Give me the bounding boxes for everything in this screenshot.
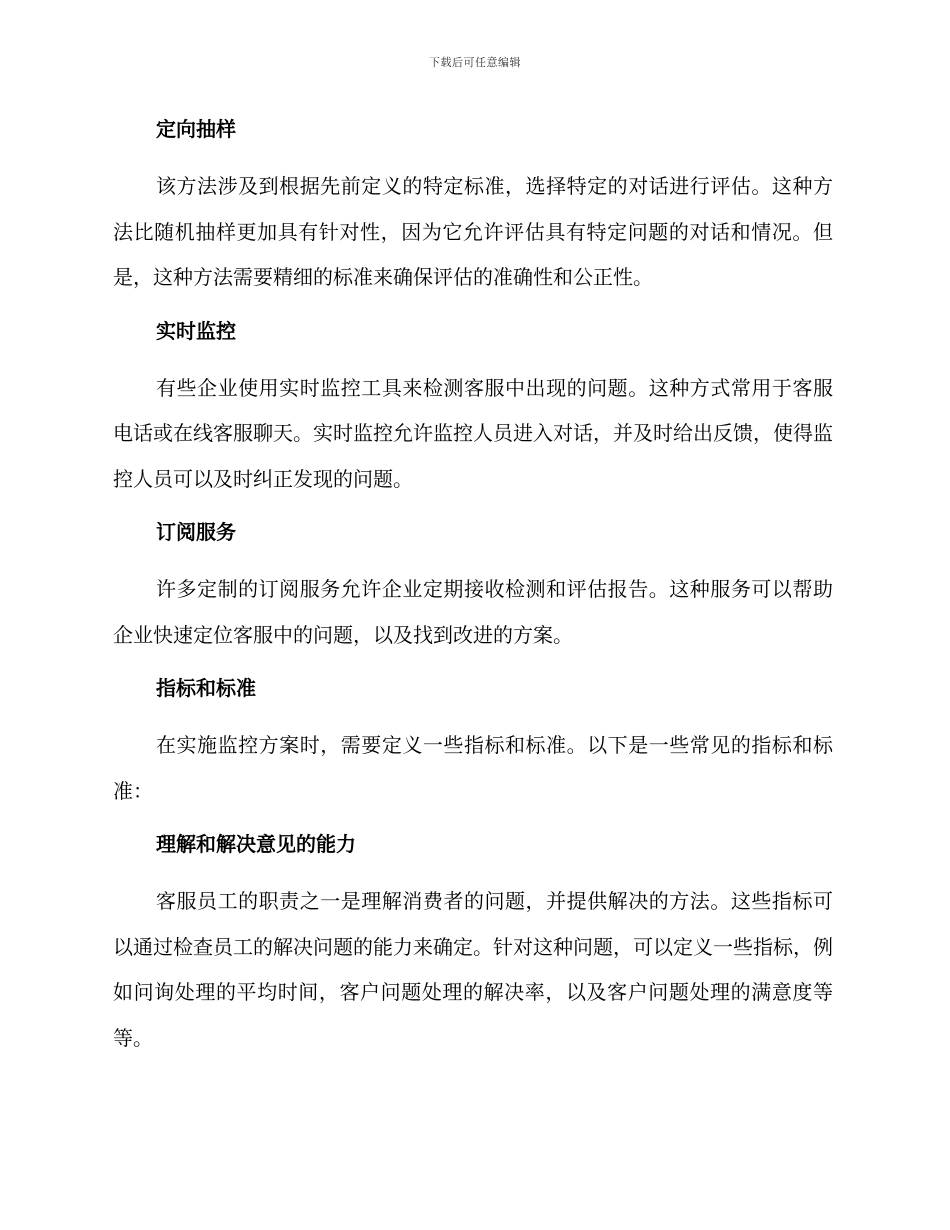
section-heading: 订阅服务 [156,520,236,544]
section-problem-solving-ability [113,827,833,1061]
section-paragraph: 客服员工的职责之一是理解消费者的问题，并提供解决的方法。这些指标可以通过检查员工的解决问题的能力来确定。针对这种问题，可以定义一些指标，例如问询处理的平均时间，客户问题处理的解决率，以及客户问题处理的满意度等等。 [113,889,833,1050]
header-note: 下载后可任意编辑 [429,56,521,69]
section-paragraph: 该方法涉及到根据先前定义的特定标准，选择特定的对话进行评估。这种方法比随机抽样更加具有针对性，因为它允许评估具有特定问题的对话和情况。但是，这种方法需要精细的标准来确保评估的准确性和公正性。 [113,174,833,289]
section-heading: 理解和解决意见的能力 [156,832,356,856]
section-paragraph: 许多定制的订阅服务允许企业定期接收检测和评估报告。这种服务可以帮助企业快速定位客服中的问题，以及找到改进的方案。 [113,577,833,647]
section-subscription-service [113,515,833,658]
section-paragraph: 在实施监控方案时，需要定义一些指标和标准。以下是一些常见的指标和标准： [113,733,833,803]
section-paragraph: 有些企业使用实时监控工具来检测客服中出现的问题。这种方式常用于客服电话或在线客服聊天。实时监控允许监控人员进入对话，并及时给出反馈，使得监控人员可以及时纠正发现的问题。 [113,375,833,491]
section-metrics-standards [113,671,833,814]
section-heading: 定向抽样 [156,117,236,141]
section-heading: 实时监控 [156,318,236,343]
section-directed-sampling [113,112,833,301]
section-heading: 指标和标准 [156,676,256,700]
section-realtime-monitoring [113,314,833,503]
document-body [113,112,833,1074]
